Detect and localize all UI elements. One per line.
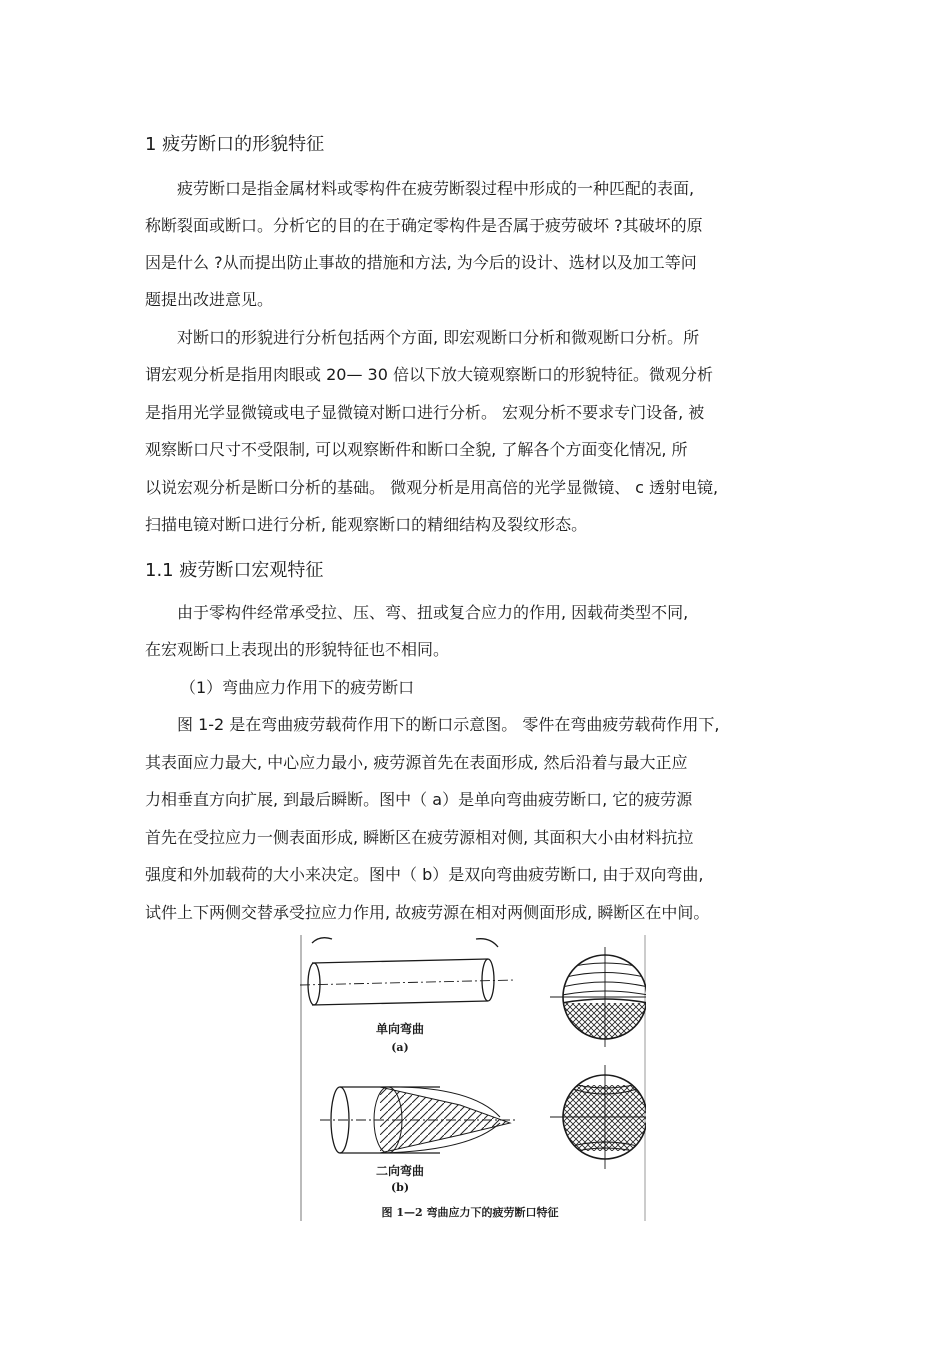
paragraph-line: 扫描电镜对断口进行分析, 能观察断口的精细结构及裂纹形态。	[145, 515, 588, 534]
fatigue-fracture-figure	[300, 935, 646, 1221]
label-b-title: 二向弯曲	[375, 1164, 425, 1178]
paragraph-line: 是指用光学显微镜或电子显微镜对断口进行分析。 宏观分析不要求专门设备, 被	[145, 403, 705, 422]
label-a: (a)	[391, 1041, 409, 1054]
subsection-heading: 1.1 疲劳断口宏观特征	[145, 560, 324, 581]
paragraph-line: 题提出改进意见。	[145, 290, 274, 309]
paragraph-line: 以说宏观分析是断口分析的基础。 微观分析是用高倍的光学显微镜、 c 透射电镜,	[145, 478, 719, 497]
shaft-a	[300, 938, 515, 1005]
paragraph-line: 观察断口尺寸不受限制, 可以观察断件和断口全貌, 了解各个方面变化情况, 所	[145, 440, 688, 459]
paragraph-line: 首先在受拉应力一侧表面形成, 瞬断区在疲劳源相对侧, 其面积大小由材料抗拉	[145, 828, 694, 847]
section-a	[550, 947, 646, 1047]
paragraph-line: 因是什么 ?从而提出防止事故的措施和方法, 为今后的设计、选材以及加工等问	[145, 253, 697, 272]
section-b	[550, 1065, 646, 1169]
paragraph-line: 其表面应力最大, 中心应力最小, 疲劳源首先在表面形成, 然后沿着与最大正应	[145, 753, 688, 772]
paragraph-line: 在宏观断口上表现出的形貌特征也不相同。	[145, 640, 450, 659]
section-heading: 1 疲劳断口的形貌特征	[145, 134, 325, 155]
label-b: (b)	[390, 1181, 410, 1194]
shaft-b	[320, 1087, 515, 1153]
label-a-title: 单向弯曲	[375, 1022, 425, 1036]
paragraph-line: 称断裂面或断口。分析它的目的在于确定零构件是否属于疲劳破坏 ?其破坏的原	[145, 216, 703, 235]
paragraph-line: 力相垂直方向扩展, 到最后瞬断。图中（ a）是单向弯曲疲劳断口, 它的疲劳源	[145, 790, 693, 809]
item-heading: （1）弯曲应力作用下的疲劳断口	[180, 678, 415, 697]
paragraph-line: 图 1-2 是在弯曲疲劳载荷作用下的断口示意图。 零件在弯曲疲劳载荷作用下,	[177, 715, 720, 734]
figure-caption: 图 1—2 弯曲应力下的疲劳断口特征	[381, 1206, 559, 1219]
paragraph-line: 谓宏观分析是指用肉眼或 20— 30 倍以下放大镜观察断口的形貌特征。微观分析	[145, 365, 713, 384]
figure-drawing	[300, 935, 646, 1221]
paragraph-line: 疲劳断口是指金属材料或零构件在疲劳断裂过程中形成的一种匹配的表面,	[177, 179, 695, 198]
paragraph-line: 由于零构件经常承受拉、压、弯、扭或复合应力的作用, 因载荷类型不同,	[177, 603, 689, 622]
paragraph-line: 试件上下两侧交替承受拉应力作用, 故疲劳源在相对两侧面形成, 瞬断区在中间。	[145, 903, 710, 922]
paragraph-line: 对断口的形貌进行分析包括两个方面, 即宏观断口分析和微观断口分析。所	[177, 328, 700, 347]
paragraph-line: 强度和外加载荷的大小来决定。图中（ b）是双向弯曲疲劳断口, 由于双向弯曲,	[145, 865, 704, 884]
